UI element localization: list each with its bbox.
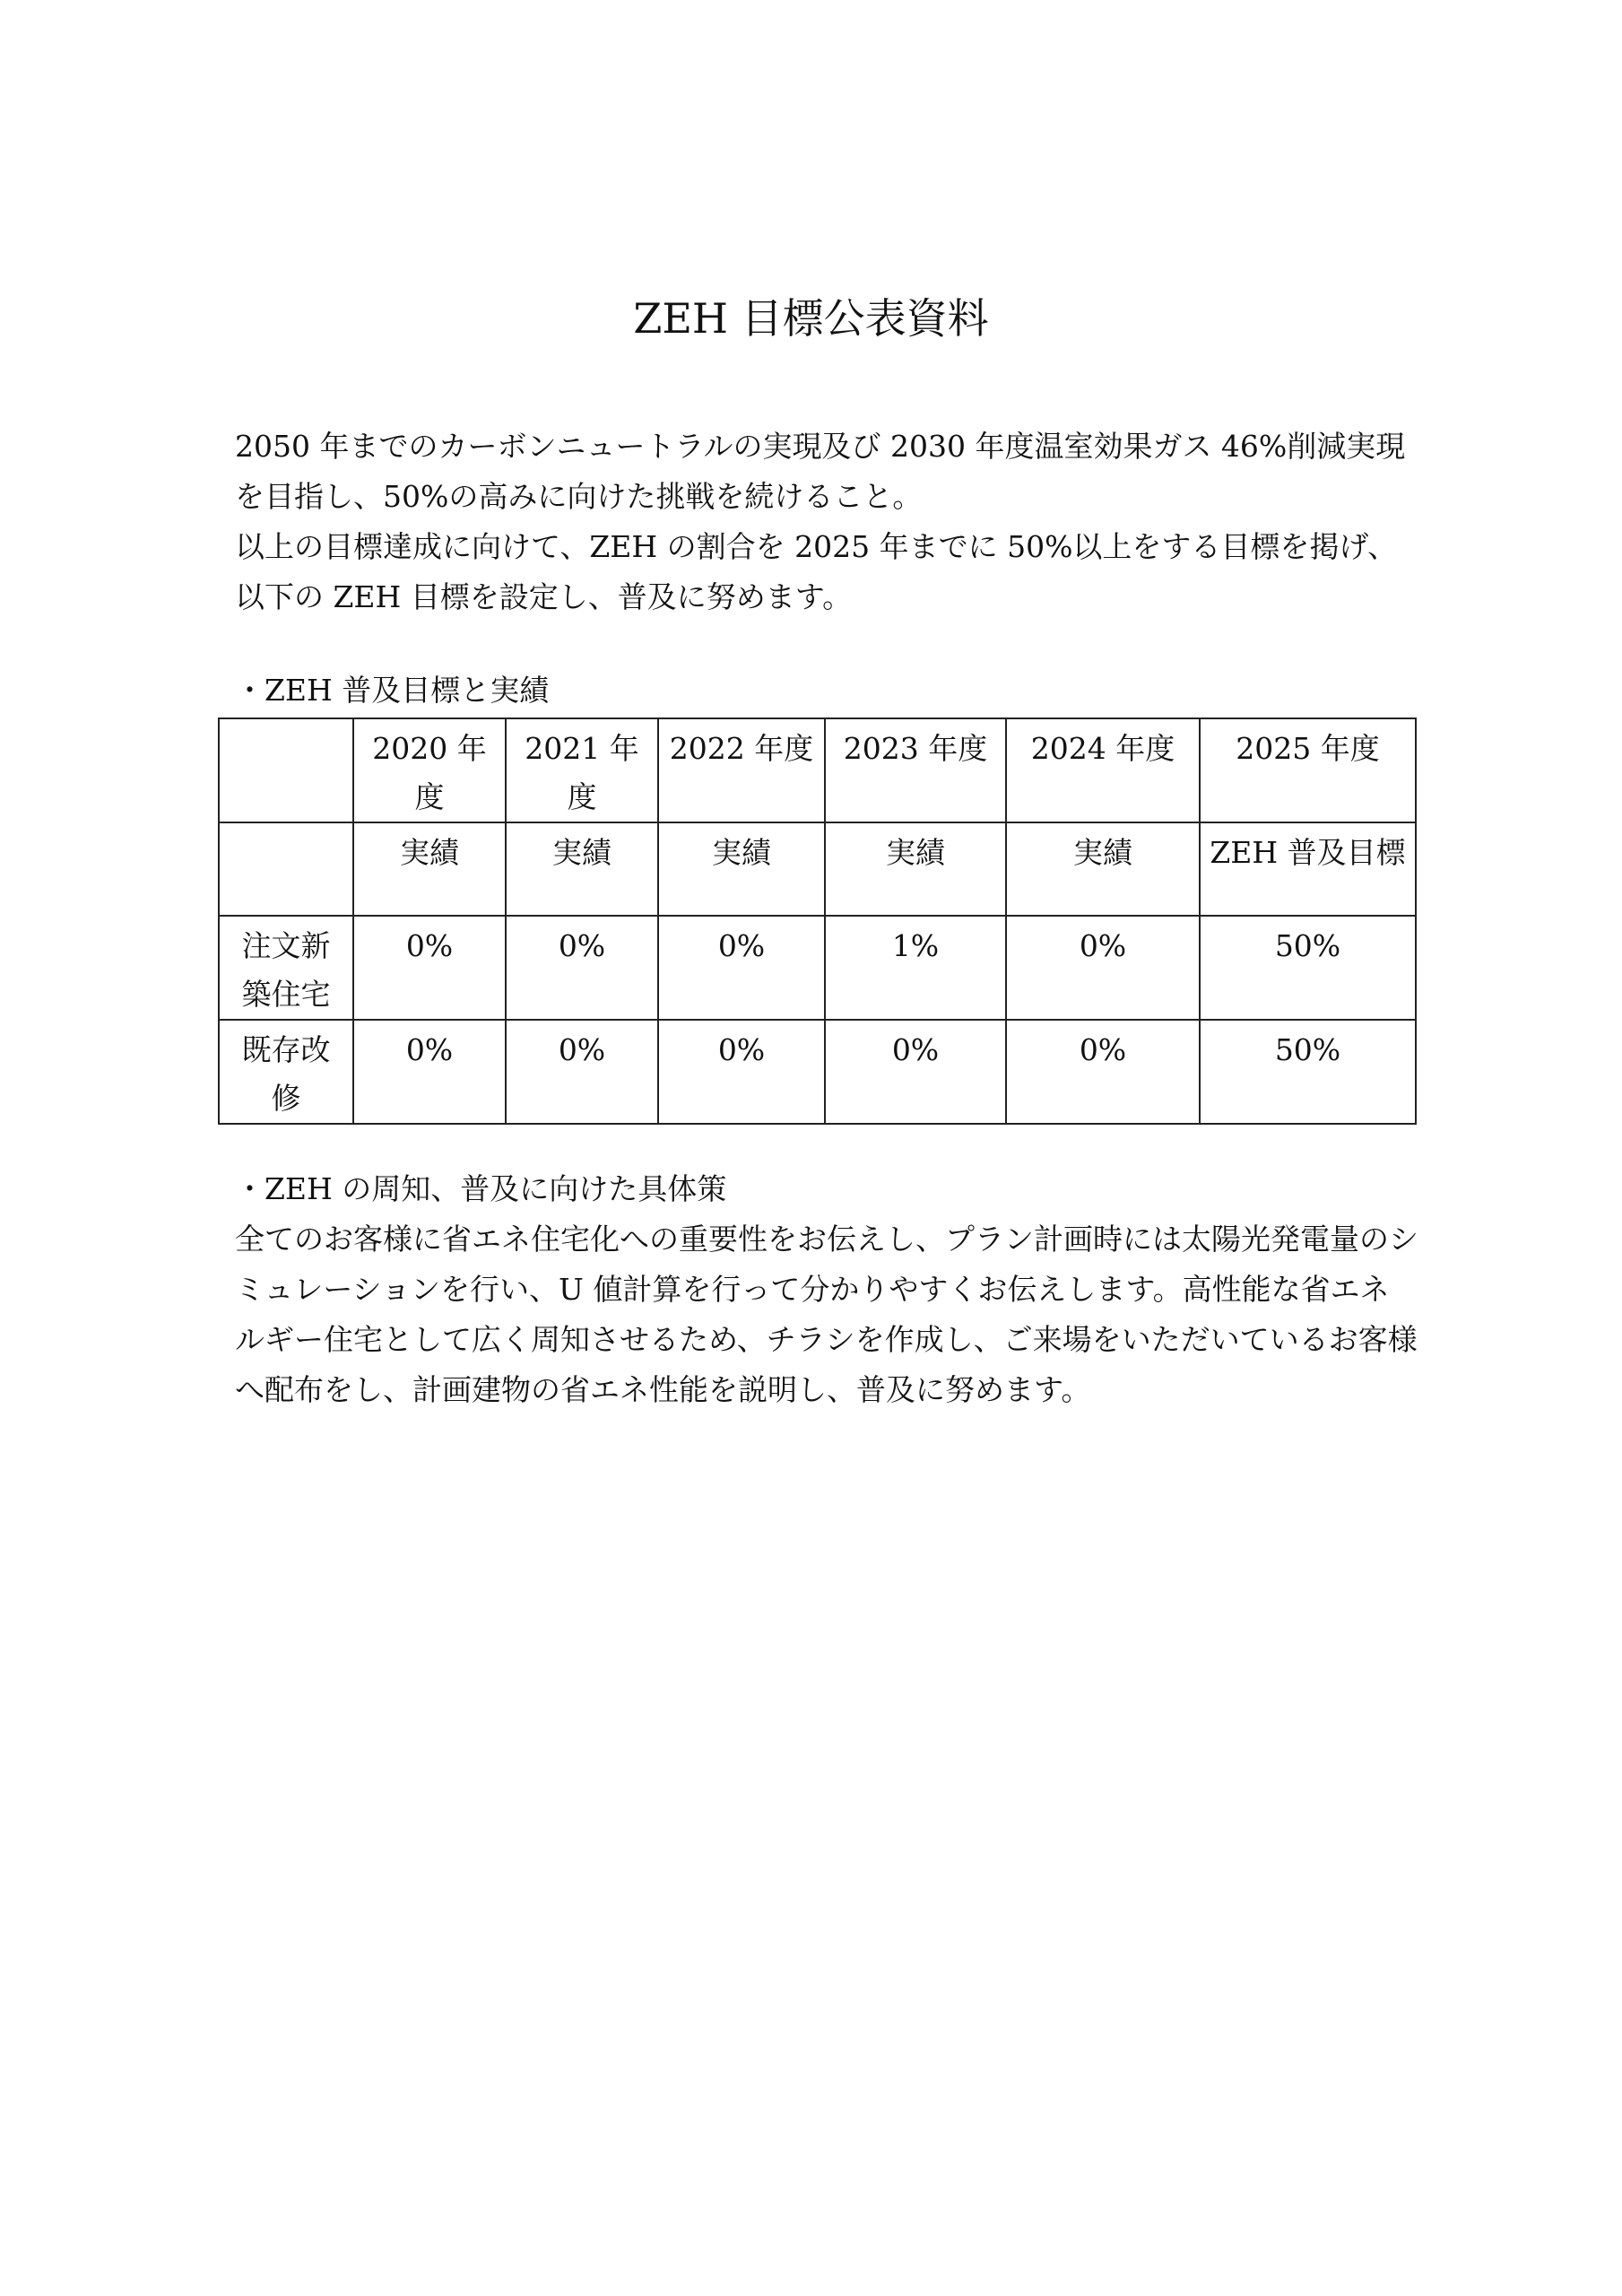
table-type-cell: ZEH 普及目標 [1200,822,1416,916]
table-cell: 0% [1006,1020,1200,1124]
table-cell: 0% [353,1020,506,1124]
table-cell: 0% [506,1020,658,1124]
zeh-target-table [218,718,1417,1125]
table-row [219,916,1416,1020]
measures-text [235,1214,1418,1415]
row-label: 既存改修 [219,1020,353,1124]
intro-text [235,422,1418,622]
intro-paragraph-2: 以上の目標達成に向けて、ZEH の割合を 2025 年までに 50%以上をする目標を掲げ、以下の ZEH 目標を設定し、普及に努めます。 [235,529,1398,614]
table-cell: 0% [506,916,658,1020]
table-cell: 0% [1006,916,1200,1020]
table-row [219,1020,1416,1124]
table-header-cell: 2022 年度 [658,718,825,822]
table-cell: 50% [1200,1020,1416,1124]
table-type-row [219,822,1416,916]
table-cell: 0% [353,916,506,1020]
row-label: 注文新築住宅 [219,916,353,1020]
table-type-cell [219,822,353,916]
table-cell: 50% [1200,916,1416,1020]
table-header-cell [219,718,353,822]
table-header-cell: 2024 年度 [1006,718,1200,822]
table-header-cell: 2025 年度 [1200,718,1416,822]
table-cell: 0% [658,916,825,1020]
table-header-cell: 2023 年度 [825,718,1006,822]
table-cell: 1% [825,916,1006,1020]
table-type-cell: 実績 [353,822,506,916]
intro-paragraph-1: 2050 年までのカーボンニュートラルの実現及び 2030 年度温室効果ガス 46%削減実現を目指し、50%の高みに向けた挑戦を続けること。 [235,429,1406,514]
table-header-row [219,718,1416,822]
measures-paragraph: 全てのお客様に省エネ住宅化への重要性をお伝えし、プラン計画時には太陽光発電量のシミュレーションを行い、U 値計算を行って分かりやすくお伝えします。高性能な省エネルギー住宅として広く周知させるため、チラシを作成し、ご来場をいただいているお客様へ配布をし、計画建物の省エネ性能を説明し、普及に努めます。 [235,1222,1418,1407]
table-type-cell: 実績 [1006,822,1200,916]
table-type-cell: 実績 [506,822,658,916]
table-section-heading: ・ZEH 普及目標と実績 [235,673,550,708]
table-cell: 0% [825,1020,1006,1124]
page-title: ZEH 目標公表資料 [633,294,989,343]
table-type-cell: 実績 [825,822,1006,916]
table-header-cell: 2020 年度 [353,718,506,822]
table-header-cell: 2021 年度 [506,718,658,822]
table-cell: 0% [658,1020,825,1124]
measures-section-heading: ・ZEH の周知、普及に向けた具体策 [235,1171,727,1206]
table-type-cell: 実績 [658,822,825,916]
